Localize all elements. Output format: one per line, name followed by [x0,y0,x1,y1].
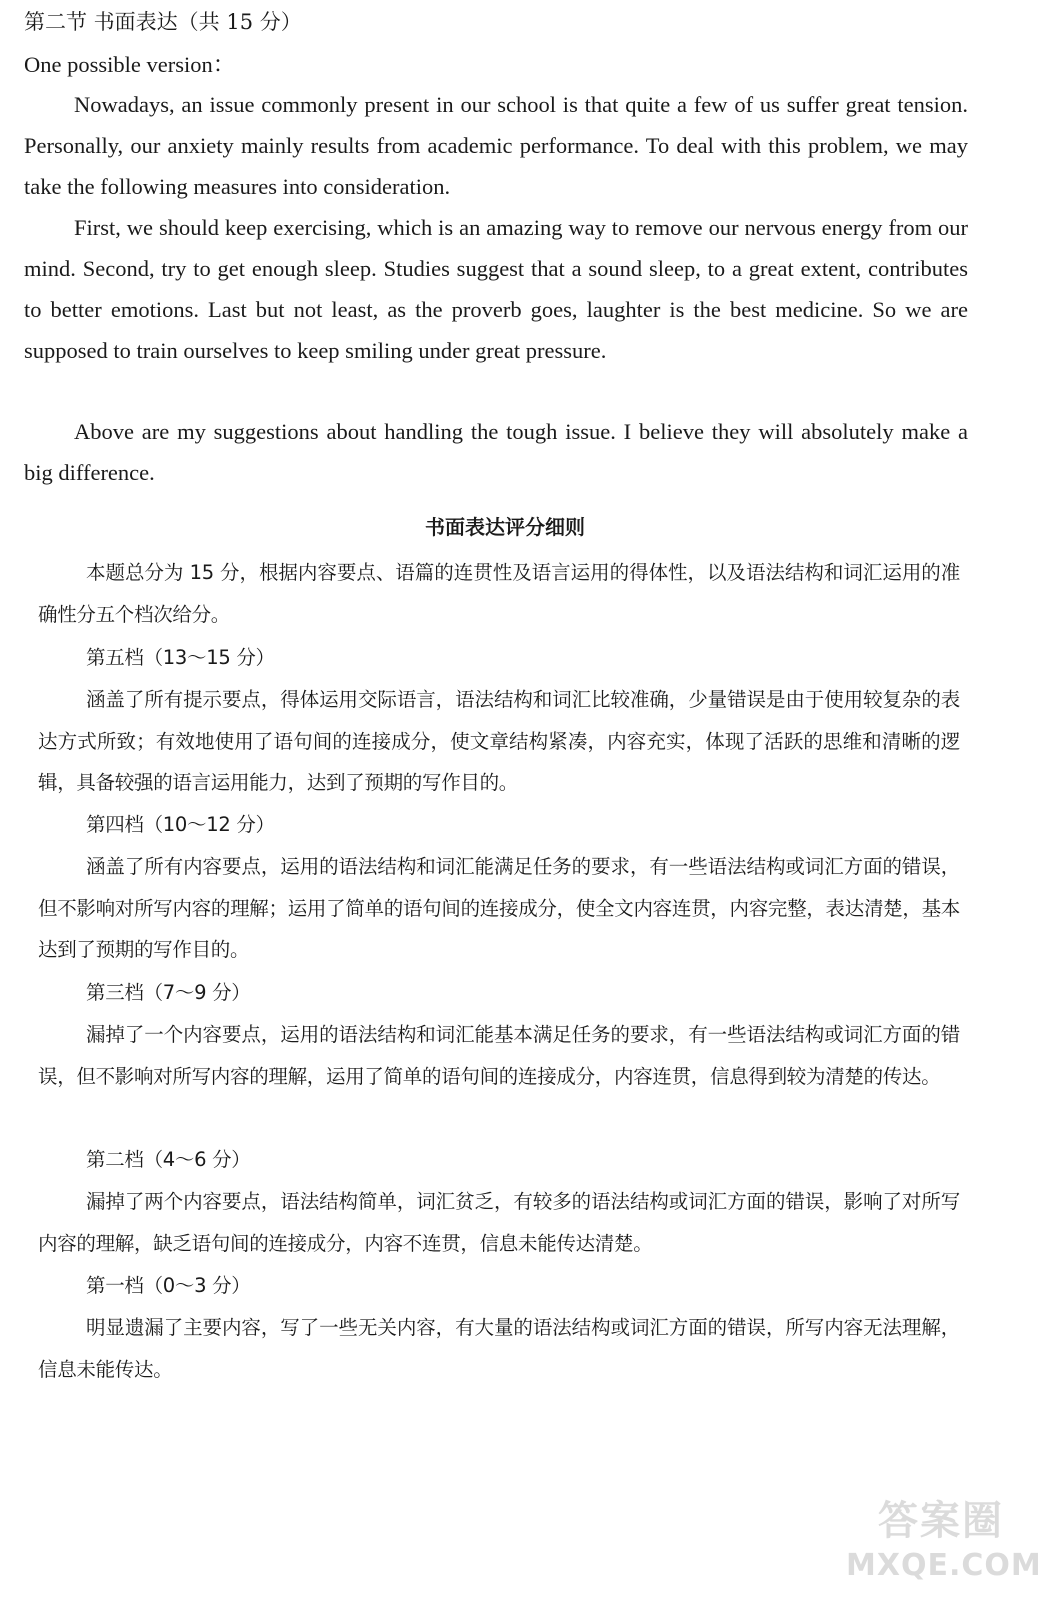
rubric-intro: 本题总分为 15 分，根据内容要点、语篇的连贯性及语言运用的得体性，以及语法结构和词汇运用的准确性分五个档次给分。 [38,561,960,626]
watermark-logo-text: 答案圈 [878,1498,1004,1544]
site-watermark [846,1496,1042,1592]
level-5-description: 涵盖了所有提示要点，得体运用交际语言，语法结构和词汇比较准确，少量错误是由于使用较复杂的表达方式所致；有效地使用了语句间的连接成分，使文章结构紧凑，内容充实，体现了活跃的思维和清晰的逻辑，具备较强的语言运用能力，达到了预期的写作目的。 [38,688,960,794]
rubric-title: 书面表达评分细则 [425,515,585,539]
level-5-label: 第五档（13～15 分） [86,646,275,669]
essay-paragraph-3: Above are my suggestions about handling the tough issue. I believe they will absolutely make a big difference. [24,419,968,485]
level-1-description: 明显遗漏了主要内容，写了一些无关内容，有大量的语法结构或词汇方面的错误，所写内容无法理解，信息未能传达。 [38,1316,960,1381]
model-essay-subtitle: One possible version： [24,52,236,77]
section-title: 第二节 书面表达（共 15 分） [24,10,302,34]
level-4-description: 涵盖了所有内容要点，运用的语法结构和词汇能满足任务的要求，有一些语法结构或词汇方面的错误，但不影响对所写内容的理解；运用了简单的语句间的连接成分，使全文内容连贯，内容完整，表达清楚，基本达到了预期的写作目的。 [38,855,960,961]
level-3-description: 漏掉了一个内容要点，运用的语法结构和词汇能基本满足任务的要求，有一些语法结构或词汇方面的错误，但不影响对所写内容的理解，运用了简单的语句间的连接成分，内容连贯，信息得到较为清楚的传达。 [38,1023,960,1088]
watermark-domain: MXQE.COM [846,1548,1042,1583]
level-3-label: 第三档（7～9 分） [86,981,251,1004]
level-2-description: 漏掉了两个内容要点，语法结构简单，词汇贫乏，有较多的语法结构或词汇方面的错误，影响了对所写内容的理解，缺乏语句间的连接成分，内容不连贯，信息未能传达清楚。 [38,1190,960,1255]
essay-paragraph-2: First, we should keep exercising, which is an amazing way to remove our nervous energy from our mind. Second, try to get enough sleep. Studies suggest that a sound sleep, to a great extent, contributes to better emotions. Last but not least, as the proverb goes, laughter is the best medicine. So we are supposed to train ourselves to keep smiling under great pressure. [24,215,968,363]
essay-paragraph-1: Nowadays, an issue commonly present in our school is that quite a few of us suffer great tension. Personally, our anxiety mainly results from academic performance. To deal with this problem, we may take the following measures into consideration. [24,92,968,199]
level-4-label: 第四档（10～12 分） [86,813,275,836]
level-2-label: 第二档（4～6 分） [86,1148,251,1171]
level-1-label: 第一档（0～3 分） [86,1274,251,1297]
